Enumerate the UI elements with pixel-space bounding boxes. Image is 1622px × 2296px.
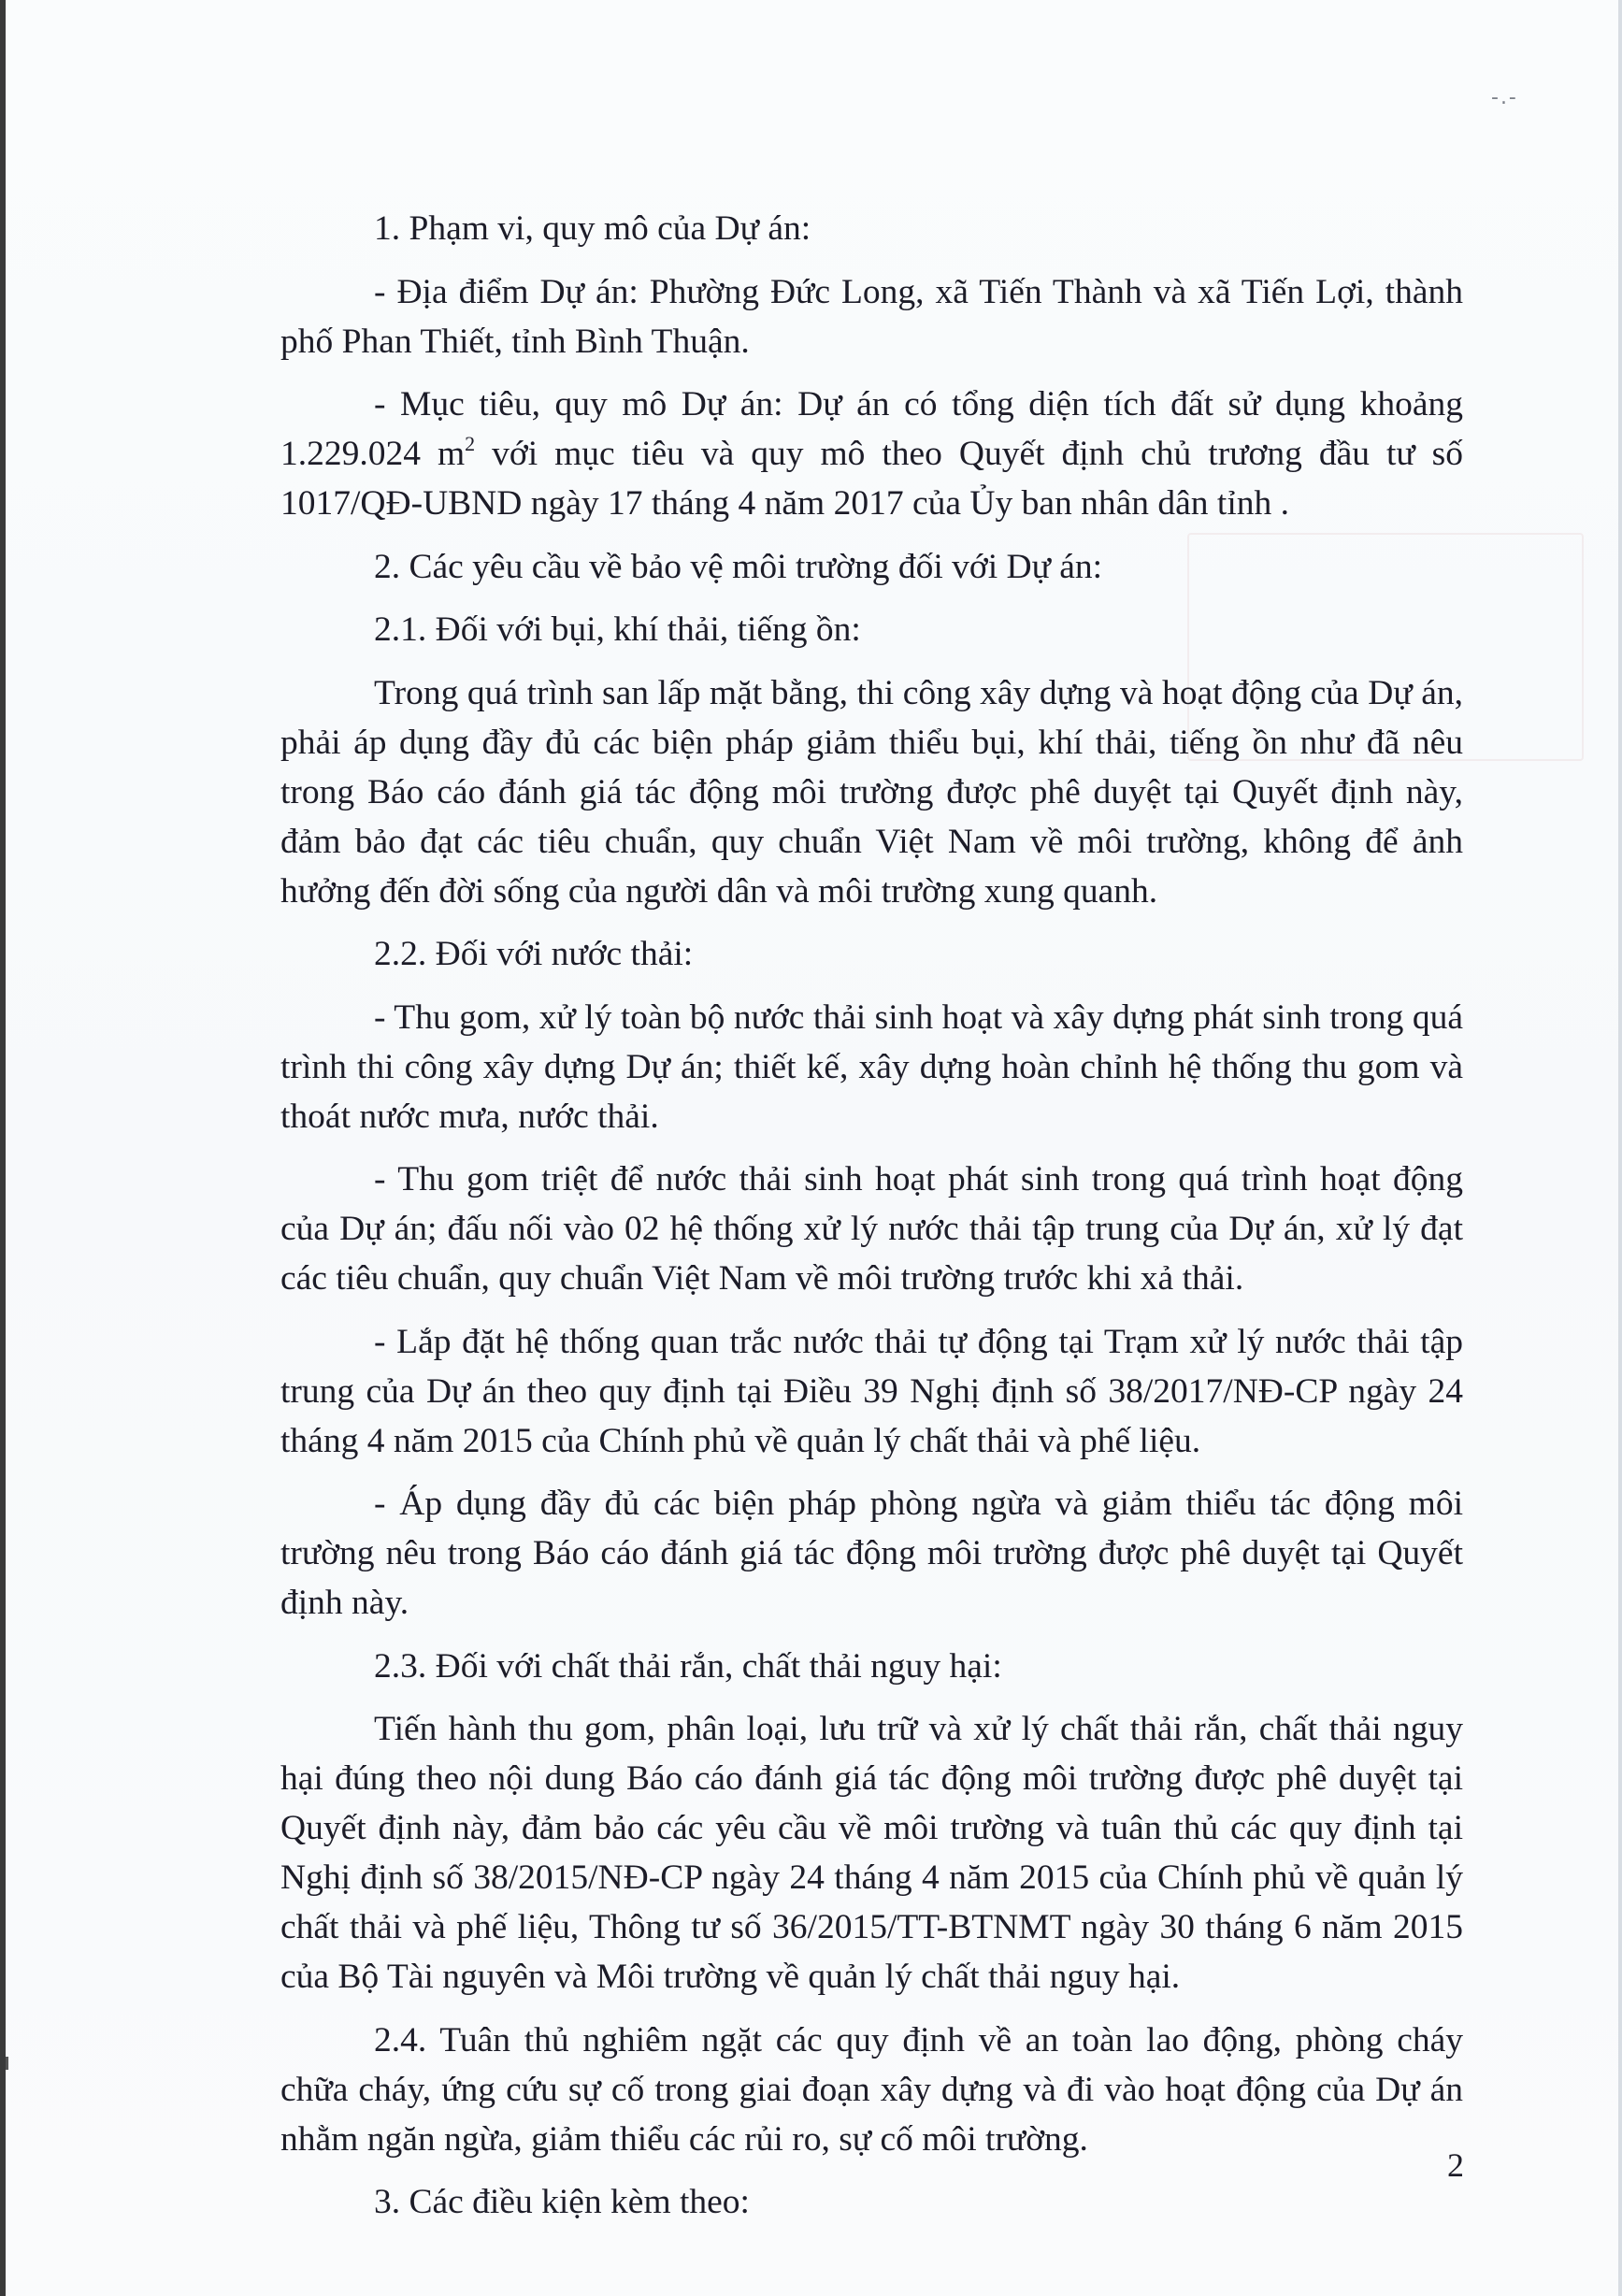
paragraph-project-scope-start: - Mục tiêu, quy mô Dự án: Dự án có tổng diện tích đất sử dụng khoảng 1.229.024 m [280,385,1463,473]
paragraph-solid-waste: Tiến hành thu gom, phân loại, lưu trữ và xử lý chất thải rắn, chất thải nguy hại đúng theo nội dung Báo cáo đánh giá tác động môi trường được phê duyệt tại Quyết định này, đảm bảo các yêu cầu về môi trường và tuân thủ các quy định tại Nghị định số 38/2015/NĐ-CP ngày 24 tháng 4 năm 2015 của Chính phủ về quản lý chất thải và phế liệu, Thông tư số 36/2015/TT-BTNMT ngày 30 tháng 6 năm 2015 của Bộ Tài nguyên và Môi trường về quản lý chất thải nguy hại. [280,1710,1463,1996]
section-heading-1: 1. Phạm vi, quy mô của Dự án: [374,209,811,248]
section-heading-2-2: 2.2. Đối với nước thải: [374,935,694,973]
page-number: 2 [1447,2146,1464,2184]
paragraph-project-scope-end: với mục tiêu và quy mô theo Quyết định chủ trương đầu tư số 1017/QĐ-UBND ngày 17 tháng 4 năm 2017 của Ủy ban nhân dân tỉnh . [280,435,1464,523]
paragraph-project-scope [280,380,1463,528]
paragraph-prevention-measures: - Áp dụng đầy đủ các biện pháp phòng ngừa và giảm thiểu tác động môi trường nêu trong Báo cáo đánh giá tác động môi trường được phê duyệt tại Quyết định này. [280,1485,1463,1622]
section-heading-2-3: 2.3. Đối với chất thải rắn, chất thải nguy hại: [374,1646,1002,1686]
section-heading-2-1: 2.1. Đối với bụi, khí thải, tiếng ồn: [374,610,861,649]
corner-mark: -.- [1491,86,1518,109]
paragraph-wastewater-treatment: - Thu gom triệt để nước thải sinh hoạt phát sinh trong quá trình hoạt động của Dự án; đấu nối vào 02 hệ thống xử lý nước thải tập trung của Dự án, xử lý đạt các tiêu chuẩn, quy chuẩn Việt Nam về môi trường trước khi xả thải. [280,1160,1463,1298]
paragraph-project-location: - Địa điểm Dự án: Phường Đức Long, xã Tiến Thành và xã Tiến Lợi, thành phố Phan Thiết, tỉnh Bình Thuận. [280,272,1463,361]
paragraph-wastewater-monitoring: - Lắp đặt hệ thống quan trắc nước thải tự động tại Trạm xử lý nước thải tập trung của Dự án theo quy định tại Điều 39 Nghị định số 38/2017/NĐ-CP ngày 24 tháng 4 năm 2015 của Chính phủ về quản lý chất thải và phế liệu. [280,1322,1463,1460]
paragraph-dust-emissions: Trong quá trình san lấp mặt bằng, thi công xây dựng và hoạt động của Dự án, phải áp dụng đầy đủ các biện pháp giảm thiểu bụi, khí thải, tiếng ồn như đã nêu trong Báo cáo đánh giá tác động môi trường được phê duyệt tại Quyết định này, đảm bảo đạt các tiêu chuẩn, quy chuẩn Việt Nam về môi trường, không để ảnh hưởng đến đời sống của người dân và môi trường xung quanh. [280,673,1463,911]
superscript-2: 2 [465,432,476,455]
scan-edge-left [0,0,6,2296]
paragraph-wastewater-collection: - Thu gom, xử lý toàn bộ nước thải sinh hoạt và xây dựng phát sinh trong quá trình thi công xây dựng Dự án; thiết kế, xây dựng hoàn chỉnh hệ thống thu gom và thoát nước mưa, nước thải. [280,997,1463,1136]
scan-mark [6,2057,8,2070]
paragraph-safety-compliance: 2.4. Tuân thủ nghiêm ngặt các quy định về an toàn lao động, phòng cháy chữa cháy, ứng cứu sự cố trong giai đoạn xây dựng và đi vào hoạt động của Dự án nhằm ngăn ngừa, giảm thiểu các rủi ro, sự cố môi trường. [280,2020,1463,2159]
scan-edge-right [1618,0,1622,2296]
section-heading-3: 3. Các điều kiện kèm theo: [374,2183,750,2221]
section-heading-2: 2. Các yêu cầu về bảo vệ môi trường đối với Dự án: [374,547,1103,586]
document-body [280,204,1463,2241]
